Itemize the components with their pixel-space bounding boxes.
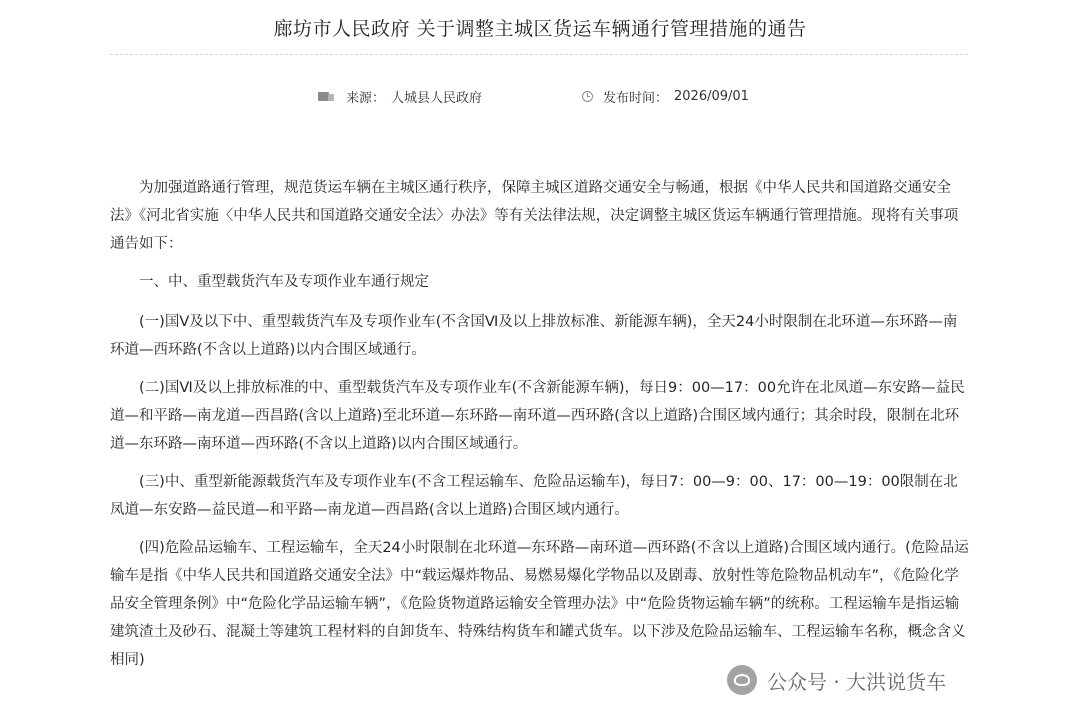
source-meta [318,86,482,106]
watermark-text: 公众号 · 大洪说货车 [767,669,947,694]
source-label: 来源： [346,90,386,106]
watermark [727,660,946,700]
section-heading: 一、中、重型载货汽车及专项作业车通行规定 [139,274,429,290]
clock-icon [582,91,593,102]
source-value: 人城县人民政府 [391,90,483,106]
rule-paragraph-4: (四)危险品运输车、工程运输车，全天24小时限制在北环道—东环路—南环道—西环路(不含以上道路)合围区域内通行。(危险品运输车是指《中华人民共和国道路交通安全法》中“载运爆炸物品、易燃易爆化学物品以及剧毒、放射性等危险物品机动车”，《危险化学品安全管理条例》中“危险化学品运输车辆”，《危险货物道路运输安全管理办法》中“危险货物运输车辆”的统称。工程运输车是指运输建筑渣土及砂石、混凝土等建筑工程材料的自卸货车、特殊结构货车和罐式货车。以下涉及危险品运输车、工程运输车名称，概念含义相同) [110,540,969,668]
article-body [110,174,970,684]
date-label: 发布时间： [603,90,669,106]
date-meta [582,86,749,106]
rule-paragraph-1: (一)国Ⅴ及以下中、重型载货汽车及专项作业车(不含国Ⅵ及以上排放标准、新能源车辆)，全天24小时限制在北环道—东环路—南环道—西环路(不含以上道路)以内合围区域通行。 [110,314,958,358]
intro-paragraph: 为加强道路通行管理，规范货运车辆在主城区通行秩序，保障主城区道路交通安全与畅通，根据《中华人民共和国道路交通安全法》《河北省实施〈中华人民共和国道路交通安全法〉办法》等有关法律法规，决定调整主城区货运车辆通行管理措施。现将有关事项通告如下： [110,180,959,252]
document-source-icon [318,90,336,102]
page-title: 廊坊市人民政府 关于调整主城区货运车辆通行管理措施的通告 [273,18,807,40]
title-divider [110,54,968,55]
rule-paragraph-2: (二)国Ⅵ及以上排放标准的中、重型载货汽车及专项作业车(不含新能源车辆)，每日9：00—17：00允许在北凤道—东安路—益民道—和平路—南龙道—西昌路(含以上道路)至北环道—东环路—南环道—西环路(含以上道路)合围区域内通行；其余时段，限制在北环道—东环路—南环道—西环路(不含以上道路)以内合围区域通行。 [110,380,965,452]
wechat-official-account-icon [727,665,757,695]
date-value: 2026/09/01 [674,88,749,104]
rule-paragraph-3: (三)中、重型新能源载货汽车及专项作业车(不含工程运输车、危险品运输车)，每日7：00—9：00、17：00—19：00限制在北凤道—东安路—益民道—和平路—南龙道—西昌路(含以上道路)合围区域内通行。 [110,474,958,518]
